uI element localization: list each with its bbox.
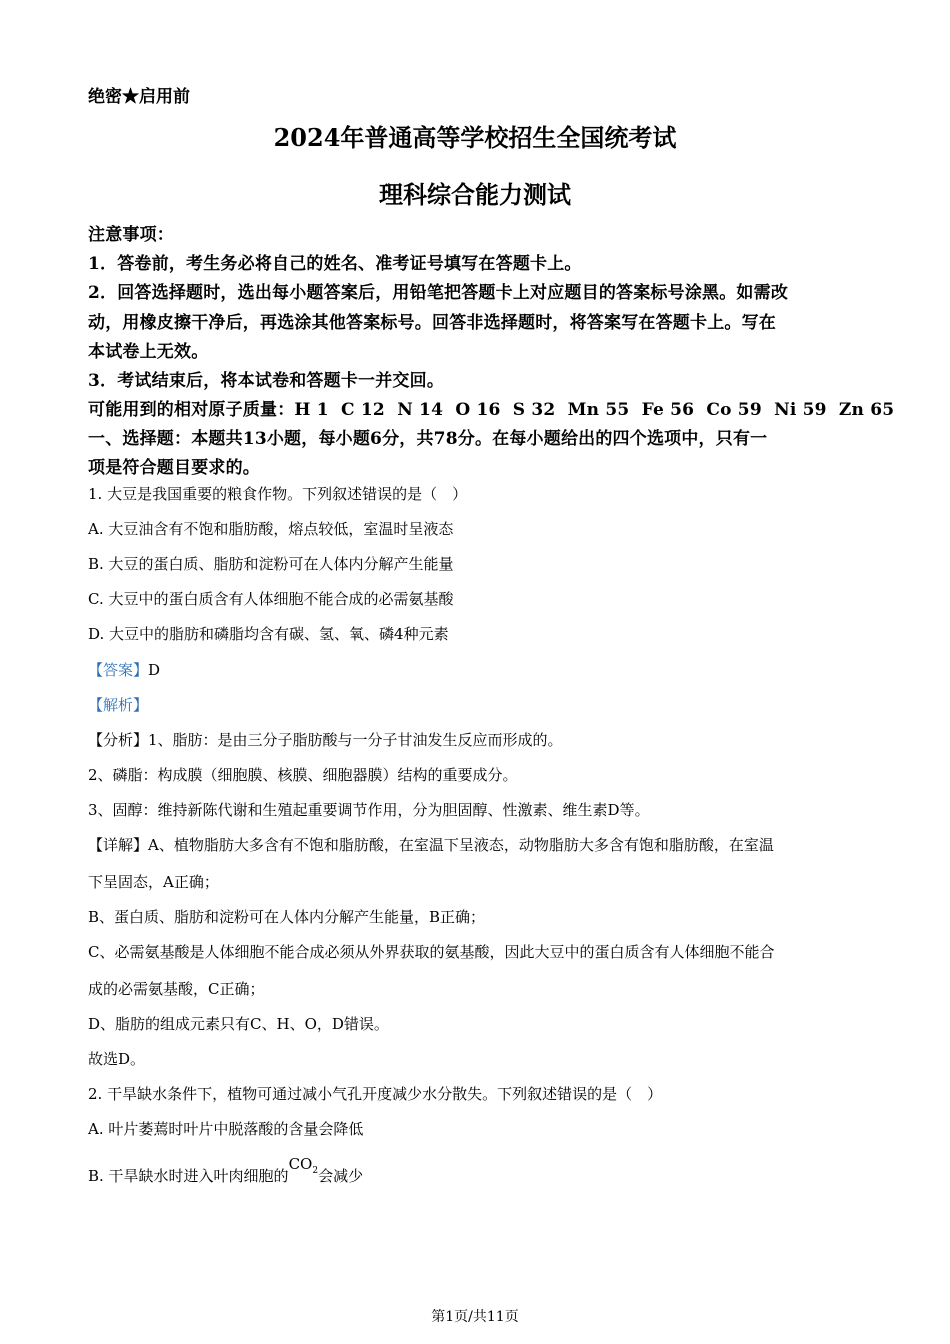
- answer-value: D: [148, 661, 161, 679]
- notes-heading: 注意事项：: [88, 225, 174, 245]
- detail-a-line-2: 下呈固态，A正确；: [88, 873, 219, 891]
- co2-formula-base: CO: [288, 1155, 313, 1173]
- atomic-masses: 可能用到的相对原子质量：H 1 C 12 N 14 O 16 S 32 Mn 55 Fe 56 Co 59 Ni 59 Zn 65: [88, 400, 895, 420]
- note-item-2-line-3: 本试卷上无效。: [88, 342, 209, 362]
- detail-b: B、蛋白质、脂肪和淀粉可在人体内分解产生能量，B正确；: [88, 908, 486, 926]
- co2-formula-subscript: 2: [312, 1166, 319, 1176]
- co2-formula: [288, 1155, 319, 1176]
- exam-title: 2024年普通高等学校招生全国统考试: [273, 123, 677, 152]
- question-1-option-d: D. 大豆中的脂肪和磷脂均含有碳、氢、氧、磷4种元素: [88, 625, 449, 643]
- detail-c-line-1: C、必需氨基酸是人体细胞不能合成必须从外界获取的氨基酸，因此大豆中的蛋白质含有人体细胞不能合: [88, 943, 775, 961]
- analysis-point-3: 3、固醇：维持新陈代谢和生殖起重要调节作用，分为胆固醇、性激素、维生素D等。: [88, 801, 650, 819]
- question-1-option-c: C. 大豆中的蛋白质含有人体细胞不能合成的必需氨基酸: [88, 590, 454, 608]
- confidential-mark: 绝密★启用前: [88, 87, 190, 107]
- option-b-suffix: 会减少: [318, 1167, 364, 1185]
- section-heading-line-1: 一、选择题：本题共13小题，每小题6分，共78分。在每小题给出的四个选项中，只有一: [88, 429, 768, 449]
- note-item-1: 1．答卷前，考生务必将自己的姓名、准考证号填写在答题卡上。: [88, 254, 582, 274]
- detail-a-line-1: 【详解】A、植物脂肪大多含有不饱和脂肪酸，在室温下呈液态，动物脂肪大多含有饱和脂肪酸，在室温: [88, 836, 774, 854]
- option-b-prefix: B. 干旱缺水时进入叶肉细胞的: [88, 1167, 289, 1185]
- question-2-option-a: A. 叶片萎蔫时叶片中脱落酸的含量会降低: [88, 1120, 364, 1138]
- note-item-3: 3．考试结束后，将本试卷和答题卡一并交回。: [88, 371, 445, 391]
- analysis-point-1: 【分析】1、脂肪：是由三分子脂肪酸与一分子甘油发生反应而形成的。: [88, 731, 563, 749]
- section-heading-line-2: 项是符合题目要求的。: [88, 458, 260, 478]
- question-1-stem: 1. 大豆是我国重要的粮食作物。下列叙述错误的是（ ）: [88, 485, 468, 503]
- question-1-option-a: A. 大豆油含有不饱和脂肪酸，熔点较低，室温时呈液态: [88, 520, 454, 538]
- analysis-point-2: 2、磷脂：构成膜（细胞膜、核膜、细胞器膜）结构的重要成分。: [88, 766, 518, 784]
- question-2-option-b: [88, 1155, 364, 1188]
- exam-subtitle: 理科综合能力测试: [379, 180, 571, 209]
- page-number: 第1页/共11页: [431, 1309, 519, 1325]
- question-1-option-b: B. 大豆的蛋白质、脂肪和淀粉可在人体内分解产生能量: [88, 555, 454, 573]
- detail-d: D、脂肪的组成元素只有C、H、O，D错误。: [88, 1015, 389, 1033]
- analysis-label: 【解析】: [88, 696, 149, 714]
- answer-line: [88, 659, 160, 680]
- answer-label: 【答案】: [88, 661, 149, 679]
- conclusion: 故选D。: [88, 1050, 146, 1068]
- note-item-2-line-2: 动，用橡皮擦干净后，再选涂其他答案标号。回答非选择题时，将答案写在答题卡上。写在: [88, 313, 776, 333]
- question-2-stem: 2. 干旱缺水条件下，植物可通过减小气孔开度减少水分散失。下列叙述错误的是（ ）: [88, 1085, 663, 1103]
- detail-c-line-2: 成的必需氨基酸，C正确；: [88, 980, 265, 998]
- note-item-2-line-1: 2．回答选择题时，选出每小题答案后，用铅笔把答题卡上对应题目的答案标号涂黑。如需改: [88, 283, 789, 303]
